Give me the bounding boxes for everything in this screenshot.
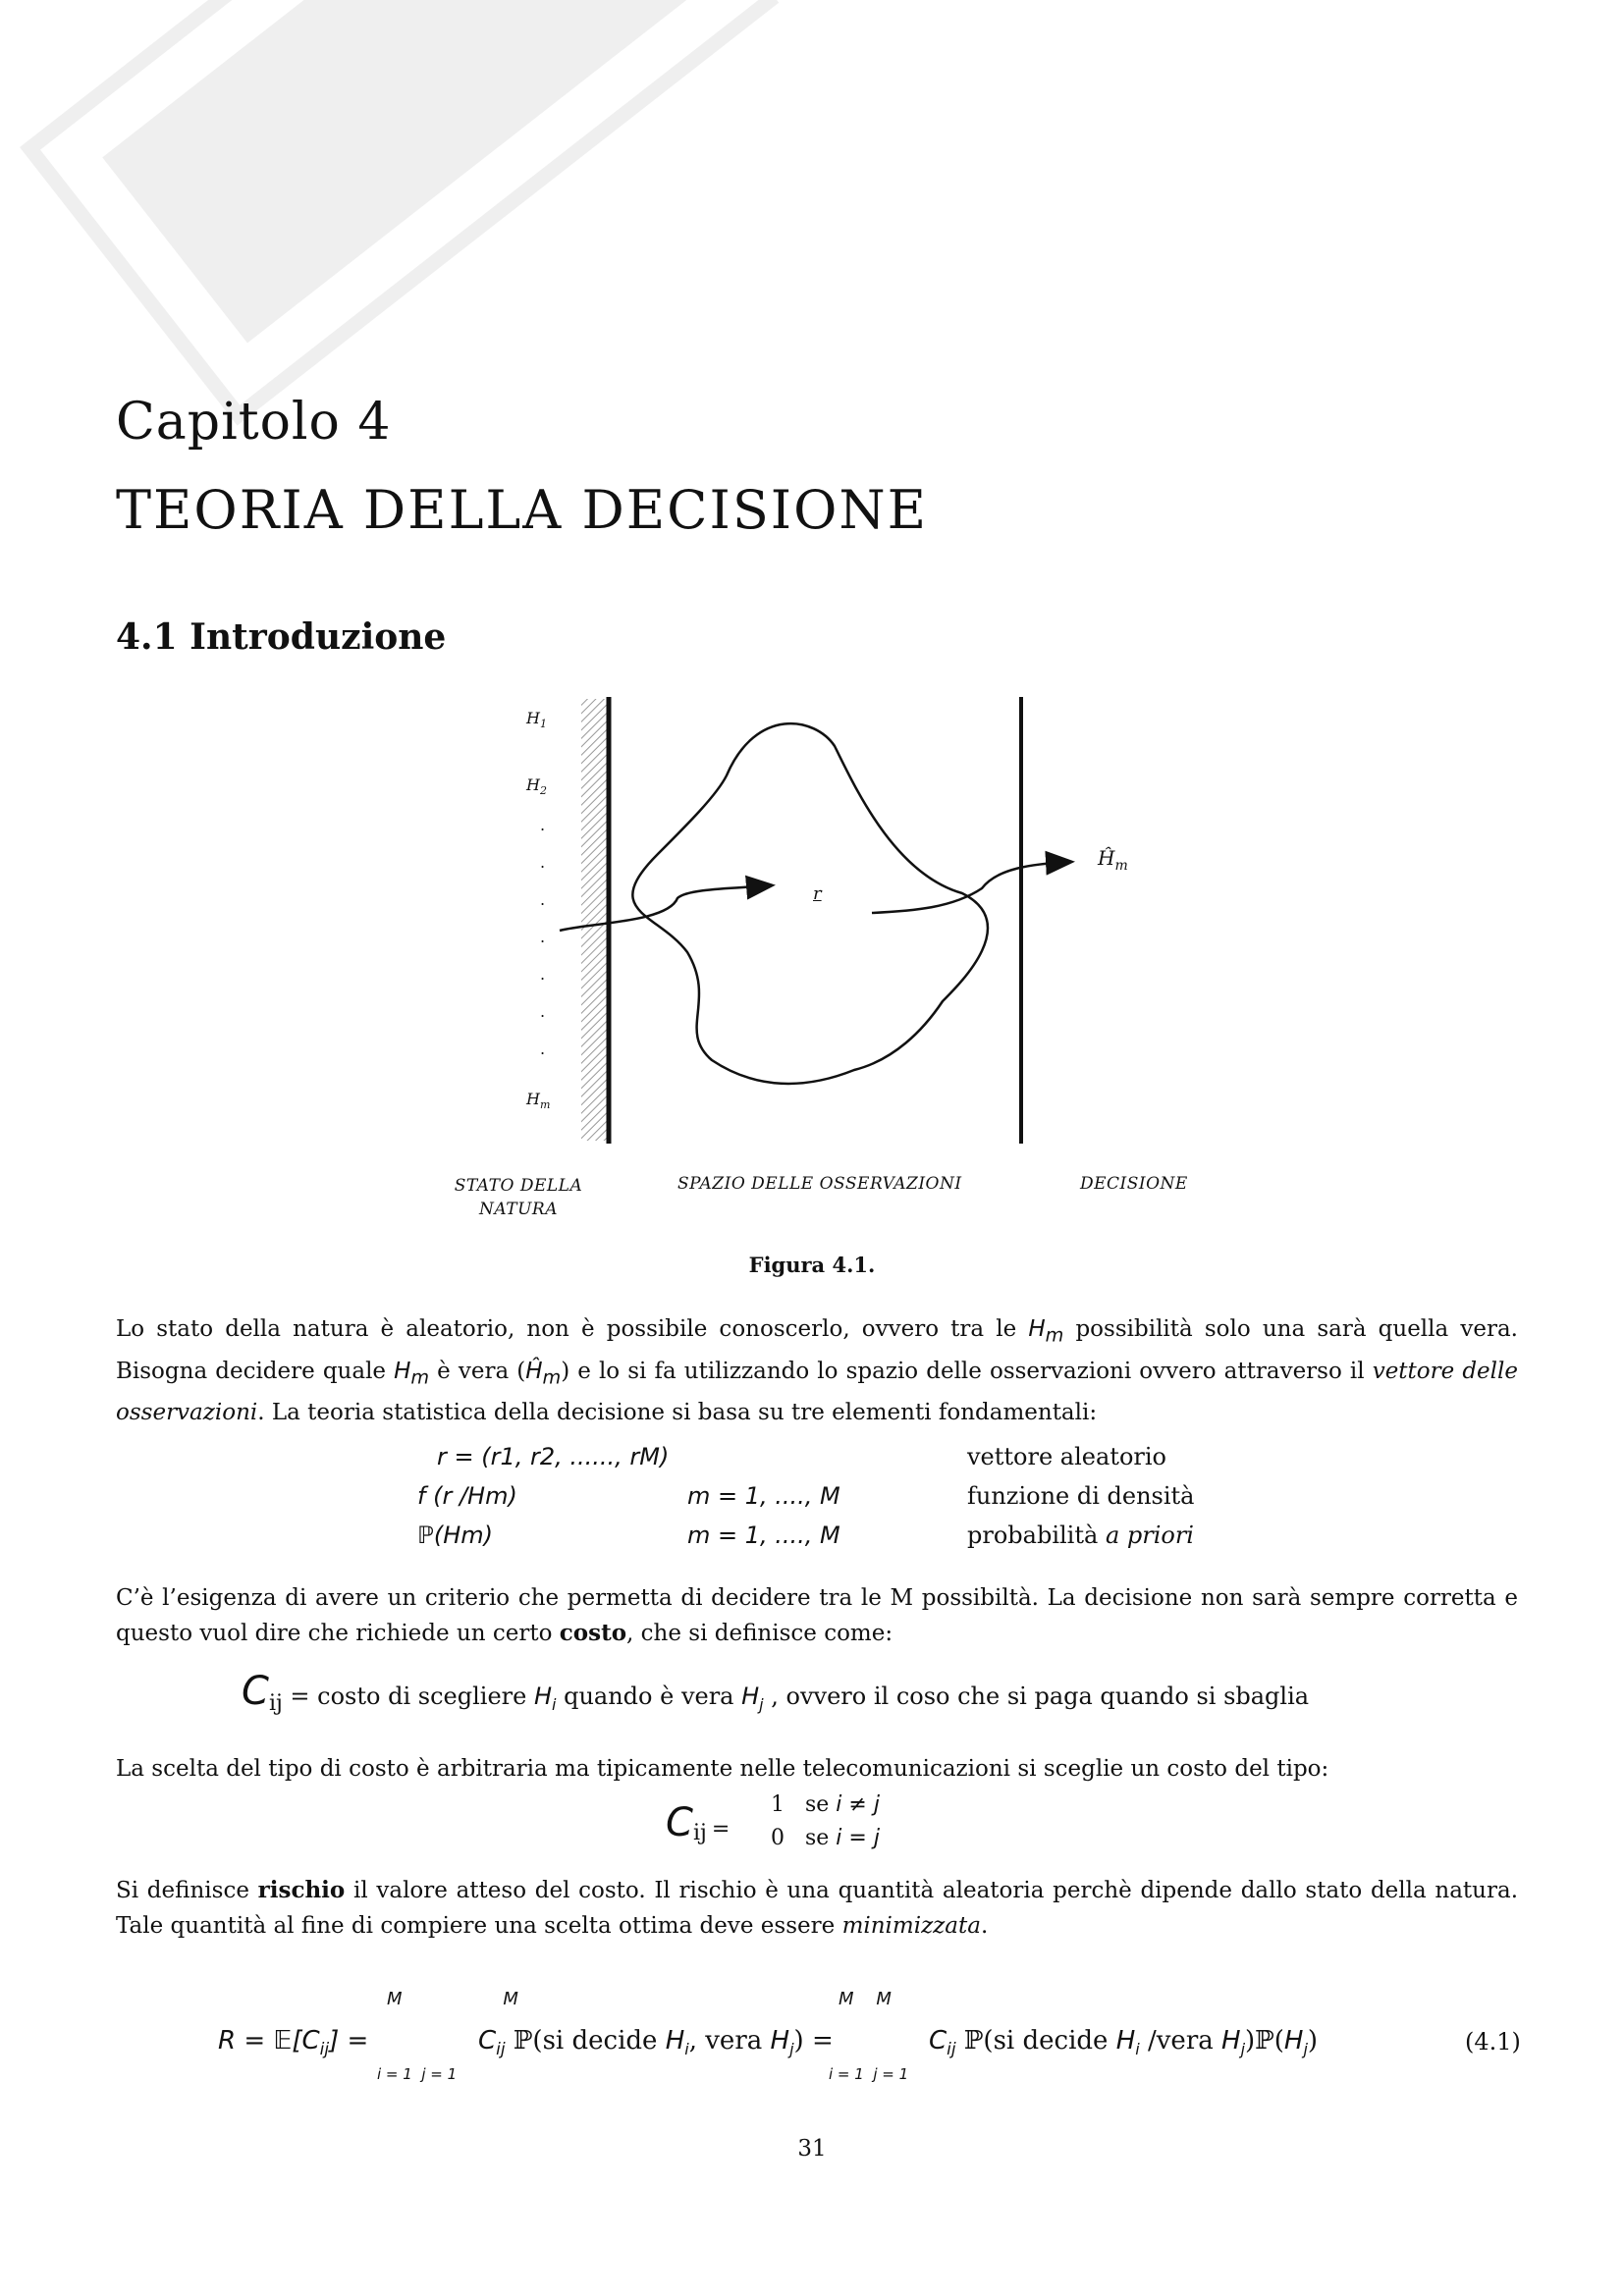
cost-cases: $C_{ij}$ = [666,1800,731,1846]
label-stato-natura: STATO DELLA NATURA [454,1176,583,1219]
page-number: 31 [797,2136,827,2162]
element-range-2: m = 1, ...., M [687,1482,840,1510]
label-hm-hat: $Ĥ_m$ [1098,846,1128,874]
chapter-title: TEORIA DELLA DECISIONE [116,479,929,541]
label-spazio-osservazioni: SPAZIO DELLE OSSERVAZIONI [677,1174,962,1194]
equation-term2: $C_{ij}$ ℙ(si decide $H_i$ /vera $H_j)ℙ(H_j)$ [929,2026,1319,2060]
sum2-top: M M [839,1989,892,2009]
cost-cases-values: 1 se i ≠ j 0 se i = j [771,1792,880,1850]
paragraph-scelta-costo: La scelta del tipo di costo è arbitraria ma tipicamente nelle telecomunicazioni si sceglie un costo del tipo: [116,1756,1329,1782]
watermark [20,0,779,426]
arrow-to-decision [872,862,1070,913]
sum1-top: M M [387,1989,518,2009]
element-expr-1: r = (r1, r2, ......, rM) [437,1443,670,1470]
chapter-label: Capitolo 4 [116,393,392,452]
figure-caption: Figura 4.1. [748,1253,876,1277]
label-hm: $H_m$ [526,1090,551,1112]
label-dots: . . . . . . . [540,816,546,1058]
section-title: 4.1 Introduzione [116,616,447,658]
equation-term1: $C_{ij}$ ℙ(si decide $H_i$, vera $H_j$) = [478,2026,834,2060]
equation-4-1: $R = 𝔼[C_{ij}]$ = [218,2026,369,2060]
cost-definition: $C_{ij}$ = costo di scegliere $H_i$ quando è vera $H_j$ , ovvero il coso che si paga quando si sbaglia [242,1669,1310,1716]
label-r: r [813,883,822,904]
figure-svg [432,687,1208,1237]
hatched-boundary [581,699,607,1141]
element-desc-3: probabilità a priori [967,1522,1194,1549]
element-desc-1: vettore aleatorio [967,1443,1166,1470]
observation-space-blob [632,723,988,1084]
paragraph-intro: Lo stato della natura è aleatorio, non è possibile conoscerlo, ovvero tra le $H_m$ possibilità solo una sarà quella vera. Bisogna decidere quale $H_m$ è vera $(Ĥ_m)$ e lo si fa utilizzando lo spazio delle osservazioni ovvero attraverso il vettore delle osservazioni. La teoria statistica della decisione si basa su tre elementi fondamentali: [116,1316,1518,1426]
paragraph-rischio: Si definisce rischio il valore atteso del costo. Il rischio è una quantità aleatoria perchè dipende dallo stato della natura. Tale quantità al fine di compiere una scelta ottima deve essere minimizzata. [116,1877,1519,1939]
label-h1: $H_1$ [526,709,547,731]
label-h2: $H_2$ [526,775,547,798]
element-expr-3: ℙ(Hm) [417,1522,493,1549]
paragraph-costo: C’è l’esigenza di avere un criterio che permetta di decidere tra le M possibiltà. La decisione non sarà sempre corretta e questo vuol dire che richiede un certo costo, che si definisce come: [116,1585,1518,1646]
element-desc-2: funzione di densità [967,1482,1195,1510]
element-expr-2: f (r /Hm) [417,1482,517,1510]
element-range-3: m = 1, ...., M [687,1522,840,1549]
sum1-bottom: i = 1 j = 1 [377,2065,458,2083]
sum2-bottom: i = 1 j = 1 [829,2065,909,2083]
label-decisione: DECISIONE [1080,1174,1188,1194]
figure-diagram [432,687,1208,1237]
equation-number: (4.1) [1465,2028,1521,2056]
